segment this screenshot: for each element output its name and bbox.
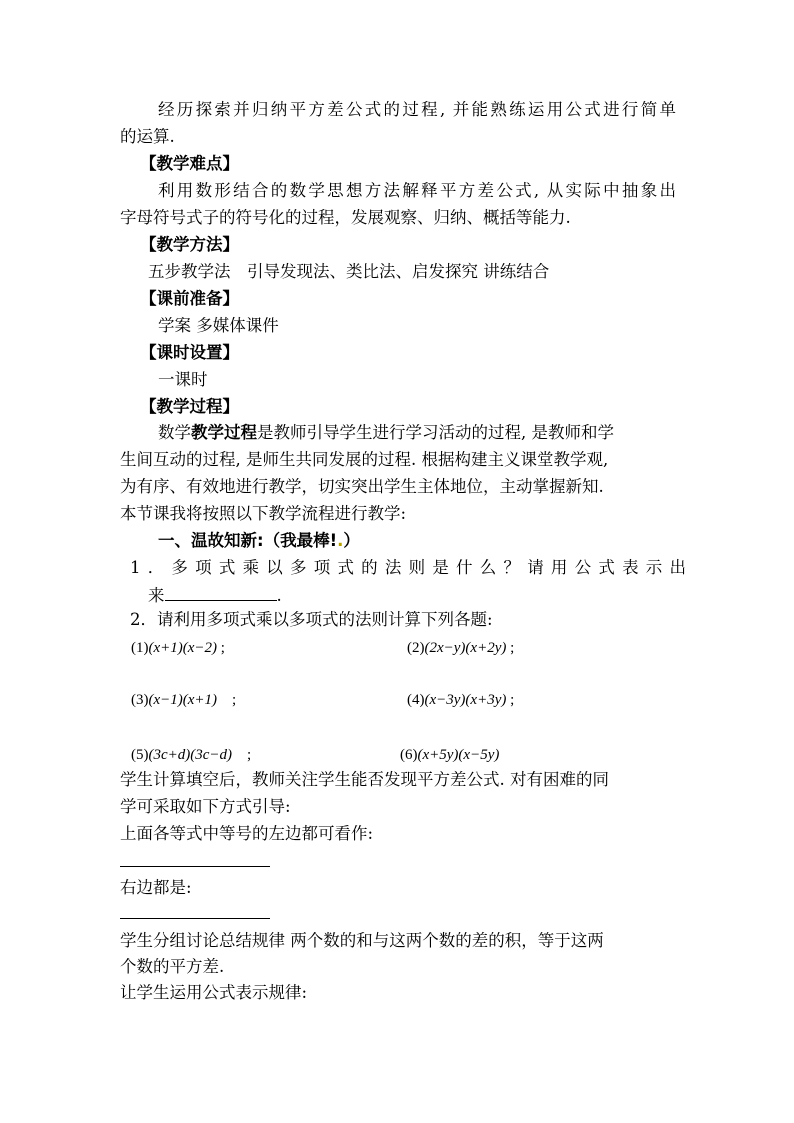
- method-heading: 【教学方法】: [140, 235, 239, 254]
- problem-6: [400, 743, 499, 767]
- problem-expression: (3c+d)(3c−d): [148, 747, 233, 763]
- after-line-1: 学生计算填空后，教师关注学生能否发现平方差公式. 对有困难的同: [120, 770, 609, 789]
- problem-label: (2): [407, 640, 425, 656]
- method-text: 五步教学法 引导发现法、类比法、启发探究 讲练结合: [148, 262, 550, 281]
- after-line-4: 右边都是:: [120, 878, 192, 897]
- problem-3: (3)(x−1)(x+1) ;: [131, 692, 237, 708]
- fill-line-left[interactable]: [120, 866, 270, 867]
- problem-2: (2)(2x−y)(x+2y) ;: [407, 640, 515, 656]
- after-line-3: 上面各等式中等号的左边都可看作:: [120, 824, 374, 843]
- prep-heading: 【课前准备】: [140, 289, 239, 308]
- problem-label: (1): [131, 640, 149, 656]
- answer-blank[interactable]: [165, 582, 277, 601]
- period-heading: 【课时设置】: [140, 343, 239, 362]
- after-line-6: 个数的平方差.: [120, 957, 225, 976]
- after-line-5: 学生分组讨论总结规律 两个数的和与这两个数的差的积，等于这两: [120, 931, 604, 950]
- problem-expression: (x−1)(x+1): [148, 692, 218, 708]
- problem-expression: (x−3y)(x+3y): [424, 692, 507, 708]
- problem-label: (5): [131, 747, 149, 763]
- period-text: 一课时: [158, 370, 208, 389]
- goal-line-2: 的运算.: [120, 127, 175, 146]
- problem-expression: (x+5y)(x−5y): [417, 747, 500, 763]
- problem-label: (4): [407, 692, 425, 708]
- problem-expression: (x+1)(x−2): [148, 640, 218, 656]
- q1-line-1: 1．多项式乘以多项式的法则是什么？请用公式表示出: [130, 558, 686, 577]
- difficulty-line-2: 字母符号式子的符号化的过程，发展观察、归纳、概括等能力.: [120, 208, 571, 227]
- problem-label: (3): [131, 692, 149, 708]
- q1-line-2: 来 .: [148, 582, 282, 608]
- difficulty-heading: 【教学难点】: [140, 154, 239, 173]
- process-line-3: 为有序、有效地进行教学，切实突出学生主体地位，主动掌握新知.: [120, 477, 604, 496]
- problem-4: (4)(x−3y)(x+3y) ;: [407, 692, 515, 708]
- process-heading: 【教学过程】: [140, 397, 239, 416]
- prep-text: 学案 多媒体课件: [158, 316, 279, 335]
- process-line-4: 本节课我将按照以下教学流程进行教学:: [120, 504, 407, 523]
- after-line-2: 学可采取如下方式引导:: [120, 797, 291, 816]
- highlight-dot: .: [337, 531, 344, 550]
- fill-line-right[interactable]: [120, 918, 270, 919]
- process-line-2: 生间互动的过程, 是师生共同发展的过程. 根据构建主义课堂教学观,: [120, 450, 609, 469]
- problem-label: (6): [400, 747, 418, 763]
- difficulty-line-1: 利用数形结合的数学思想方法解释平方差公式, 从实际中抽象出: [158, 181, 676, 200]
- process-line-1: 数学教学过程是教师引导学生进行学习活动的过程, 是教师和学: [158, 423, 614, 442]
- problem-expression: (2x−y)(x+2y): [424, 640, 507, 656]
- goal-line-1: 经历探索并归纳平方差公式的过程, 并能熟练运用公式进行简单: [158, 100, 676, 119]
- after-line-7: 让学生运用公式表示规律:: [120, 983, 308, 1002]
- problem-5: (5)(3c+d)(3c−d) ;: [131, 747, 252, 763]
- section1-title: 一、温故知新:（我最棒!.）: [158, 531, 360, 550]
- q2-text: 2．请利用多项式乘以多项式的法则计算下列各题:: [130, 610, 493, 629]
- process-bold-term: 教学过程: [191, 423, 257, 442]
- problem-1: (1)(x+1)(x−2) ;: [131, 640, 225, 656]
